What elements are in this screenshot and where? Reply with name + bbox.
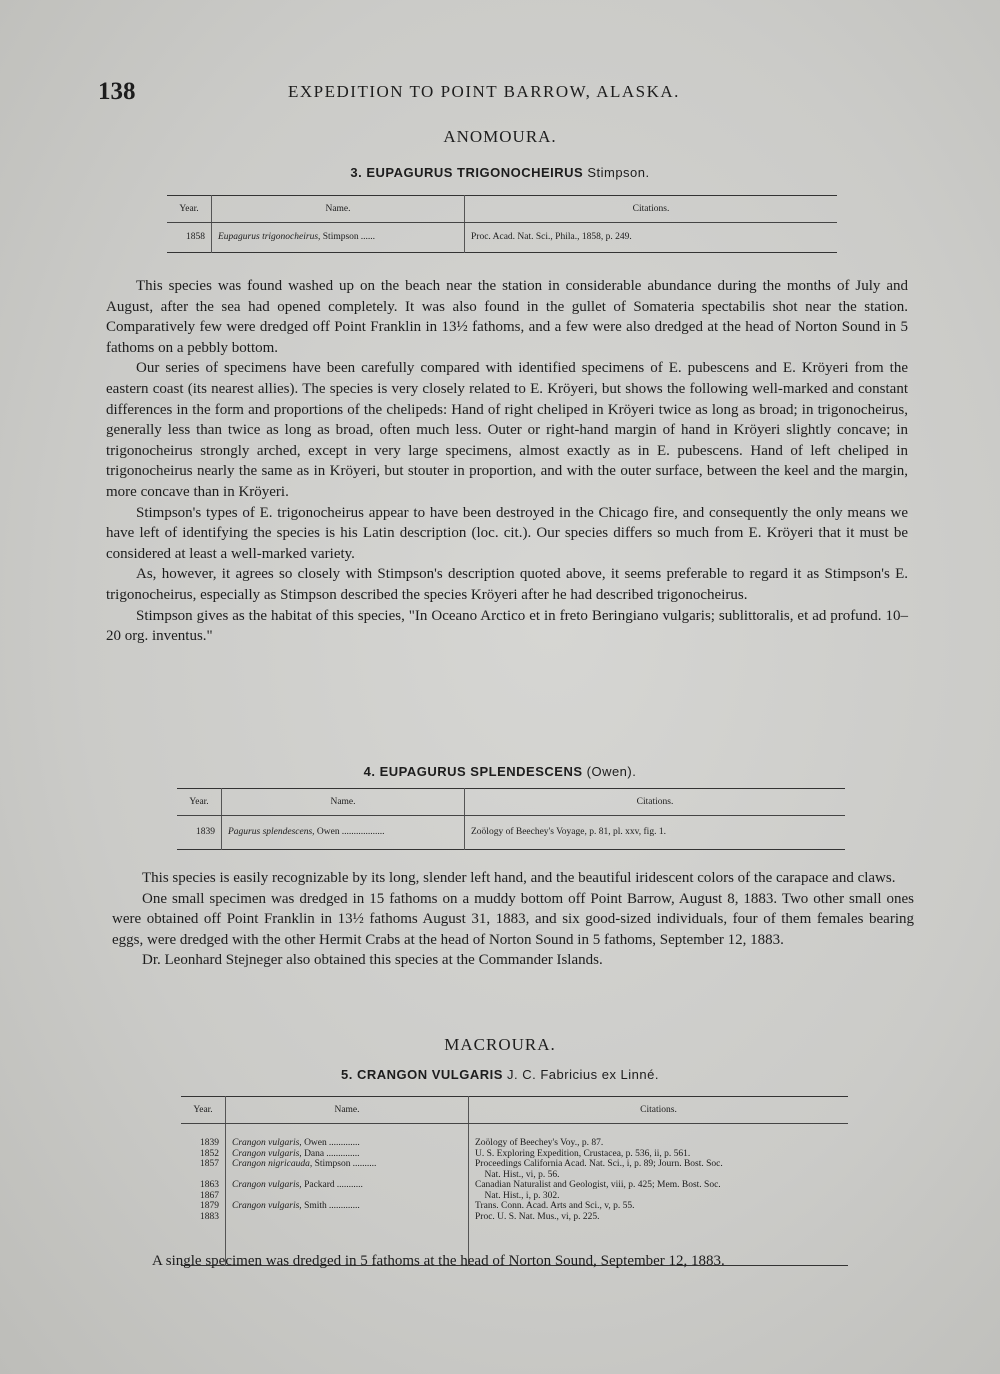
- species-author: J. C. Fabricius ex Linné.: [507, 1067, 659, 1082]
- column-header-citations: Citations.: [465, 196, 838, 223]
- year-line: [187, 1170, 219, 1181]
- section-heading-macroura: MACROURA.: [444, 1035, 556, 1054]
- row-citation: Zoölogy of Beechey's Voyage, p. 81, pl. xxv, fig. 1.: [471, 827, 666, 837]
- name-line: Crangon vulgaris, Dana ..............: [232, 1148, 360, 1159]
- citation-line: U. S. Exploring Expedition, Crustacea, p. 536, ii, p. 561.: [475, 1148, 691, 1159]
- species-author: Stimpson.: [587, 165, 650, 180]
- citations-cell: [469, 1124, 849, 1266]
- paragraph: Stimpson's types of E. trigonocheirus appear to have been destroyed in the Chicago fire, and consequently the only means we have left of identifying the species is his Latin description (loc. cit.). Our species differs so much from E. Kröyeri that it must be considered at least a well-marked variety.: [106, 504, 908, 562]
- species-name: 5. CRANGON VULGARIS: [341, 1067, 503, 1082]
- row-name: Pagurus splendescens, Owen ..................: [222, 816, 465, 850]
- column-header-name: Name.: [226, 1097, 469, 1124]
- column-header-name: Name.: [212, 196, 465, 223]
- paragraph: Our series of specimens have been carefully compared with identified specimens of E. pubescens and E. Kröyeri from the eastern coast (its nearest allies). The species is very closely related to E. Kröyeri, but shows the following well-marked and constant differences in the form and proportions of the chelipeds: Hand of right cheliped in Kröyeri twice as long as broad; in trigonocheirus, generally less than twice as long as broad, often much less. Outer or right-hand margin of hand in Kröyeri slightly concave; in trigonocheirus strongly arched, except in very large specimens, almost exactly as in E. pubescens. Hand of left cheliped in trigonocheirus nearly the same as in Kröyeri, but stouter in proportion, and with the outer surface, between the keel and the margin, more concave than in Kröyeri.: [106, 360, 908, 500]
- table-row: [181, 1124, 848, 1266]
- column-header-year: Year.: [167, 196, 212, 223]
- species-3-text: [106, 276, 908, 647]
- year-line: 1863: [200, 1180, 219, 1190]
- section-heading-anomoura: ANOMOURA.: [443, 127, 557, 146]
- row-citation: Proc. Acad. Nat. Sci., Phila., 1858, p. 249.: [471, 232, 632, 242]
- column-header-year: Year.: [181, 1097, 226, 1124]
- year-line: 1879: [200, 1201, 219, 1211]
- table-row: [177, 816, 845, 850]
- year-line: 1857: [200, 1159, 219, 1169]
- year-line: 1883: [200, 1211, 219, 1222]
- citation-line: Zoölogy of Beechey's Voy., p. 87.: [475, 1138, 604, 1148]
- species-5-text: [152, 1251, 932, 1272]
- name-line: Crangon nigricauda, Stimpson ..........: [232, 1159, 377, 1169]
- year-line: 1839: [200, 1138, 219, 1148]
- citation-table-species-4: [177, 788, 845, 850]
- column-header-year: Year.: [177, 789, 222, 816]
- paragraph: Stimpson gives as the habitat of this species, "In Oceano Arctico et in freto Beringiano vulgaris; sublittoralis, et ad profund. 10–20 org. inventus.": [106, 607, 908, 645]
- name-line: Crangon vulgaris, Packard ...........: [232, 1180, 364, 1190]
- running-title: EXPEDITION TO POINT BARROW, ALASKA.: [288, 82, 680, 101]
- paragraph: This species was found washed up on the beach near the station in considerable abundance during the months of July and August, after the sea had opened completely. It was also found in the gullet of Somateria spectabilis shot near the station. Comparatively few were dredged off Point Franklin in 13½ fathoms, and a few were also dredged at the head of Norton Sound in 5 fathoms on a pebbly bottom.: [106, 278, 908, 356]
- species-heading-3: [0, 165, 1000, 180]
- paragraph: Dr. Leonhard Stejneger also obtained this species at the Commander Islands.: [142, 952, 603, 969]
- name-line: [232, 1170, 462, 1181]
- citation-table-species-5: [181, 1096, 848, 1266]
- name-line: Crangon vulgaris, Smith .............: [232, 1201, 361, 1211]
- row-name: Eupagurus trigonocheirus, Stimpson ......: [212, 223, 465, 253]
- species-name: 3. EUPAGURUS TRIGONOCHEIRUS: [350, 165, 584, 180]
- row-year: 1858: [167, 223, 212, 253]
- page-number: 138: [98, 78, 136, 105]
- name-line: [232, 1212, 462, 1223]
- row-year: 1839: [177, 816, 222, 850]
- column-header-name: Name.: [222, 789, 465, 816]
- species-author: (Owen).: [586, 764, 637, 779]
- citation-line: Nat. Hist., vi, p. 56.: [475, 1169, 560, 1180]
- species-4-text: [112, 868, 914, 971]
- paragraph: One small specimen was dredged in 15 fathoms on a muddy bottom off Point Barrow, August 8, 1883. Two other small ones were obtained off Point Franklin in 13½ fathoms August 31, 1883, and six good-sized individuals, four of them females bearing eggs, were dredged with the other Hermit Crabs at the head of Norton Sound in 5 fathoms, September 12, 1883.: [112, 890, 914, 948]
- citation-line: Nat. Hist., i, p. 302.: [475, 1190, 560, 1201]
- table-row: [167, 223, 837, 253]
- paragraph: A single specimen was dredged in 5 fathoms at the head of Norton Sound, September 12, 1883.: [152, 1253, 725, 1269]
- paragraph: This species is easily recognizable by its long, slender left hand, and the beautiful iridescent colors of the carapace and claws.: [142, 870, 896, 886]
- year-line: 1852: [200, 1148, 219, 1159]
- citation-line: Proc. U. S. Nat. Mus., vi, p. 225.: [475, 1211, 600, 1222]
- year-cell: [181, 1124, 226, 1266]
- citation-line: Trans. Conn. Acad. Arts and Sci., v, p. 55.: [475, 1201, 635, 1211]
- column-header-citations: Citations.: [469, 1097, 849, 1124]
- citation-table-species-3: [167, 195, 837, 253]
- citation-line: Proceedings California Acad. Nat. Sci., i, p. 89; Journ. Bost. Soc.: [475, 1159, 723, 1169]
- species-name: 4. EUPAGURUS SPLENDESCENS: [363, 764, 583, 779]
- page-header: [98, 78, 928, 108]
- year-line: 1867: [200, 1190, 219, 1201]
- name-cell: [226, 1124, 469, 1266]
- column-header-citations: Citations.: [465, 789, 846, 816]
- species-heading-5: [0, 1067, 1000, 1082]
- paragraph: As, however, it agrees so closely with Stimpson's description quoted above, it seems preferable to regard it as Stimpson's E. trigonocheirus, especially as Stimpson described the species Kröyeri after he had described trigonocheirus.: [106, 566, 908, 603]
- citation-line: Canadian Naturalist and Geologist, viii, p. 425; Mem. Bost. Soc.: [475, 1180, 721, 1190]
- species-heading-4: [0, 764, 1000, 779]
- name-line: [232, 1191, 462, 1202]
- name-line: Crangon vulgaris, Owen .............: [232, 1138, 361, 1148]
